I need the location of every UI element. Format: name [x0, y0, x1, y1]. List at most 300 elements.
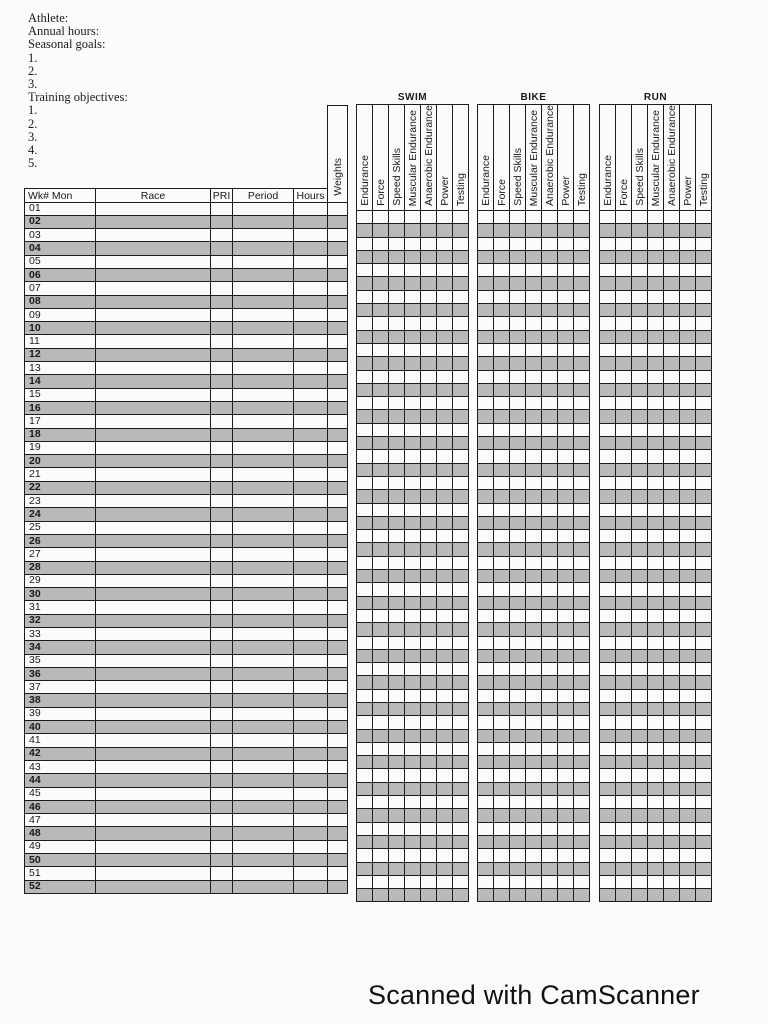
ability-check-cell[interactable] — [421, 370, 437, 383]
ability-check-cell[interactable] — [526, 503, 542, 516]
ability-check-cell[interactable] — [680, 476, 696, 489]
period-cell[interactable] — [233, 468, 294, 481]
weights-cell[interactable] — [328, 721, 348, 734]
hours-cell[interactable] — [294, 415, 328, 428]
ability-check-cell[interactable] — [696, 875, 712, 888]
ability-check-cell[interactable] — [558, 516, 574, 529]
ability-check-cell[interactable] — [526, 476, 542, 489]
race-cell[interactable] — [96, 734, 211, 747]
ability-check-cell[interactable] — [510, 822, 526, 835]
ability-check-cell[interactable] — [696, 437, 712, 450]
hours-cell[interactable] — [294, 362, 328, 375]
ability-check-cell[interactable] — [680, 250, 696, 263]
ability-check-cell[interactable] — [357, 782, 373, 795]
pri-cell[interactable] — [211, 787, 233, 800]
race-cell[interactable] — [96, 455, 211, 468]
ability-check-cell[interactable] — [510, 503, 526, 516]
ability-check-cell[interactable] — [510, 689, 526, 702]
ability-check-cell[interactable] — [453, 290, 469, 303]
ability-check-cell[interactable] — [574, 702, 590, 715]
ability-check-cell[interactable] — [648, 729, 664, 742]
period-cell[interactable] — [233, 415, 294, 428]
ability-check-cell[interactable] — [526, 663, 542, 676]
ability-check-cell[interactable] — [389, 796, 405, 809]
ability-check-cell[interactable] — [494, 663, 510, 676]
weights-cell[interactable] — [328, 588, 348, 601]
ability-check-cell[interactable] — [664, 623, 680, 636]
period-cell[interactable] — [233, 375, 294, 388]
ability-check-cell[interactable] — [373, 889, 389, 902]
ability-check-cell[interactable] — [696, 623, 712, 636]
ability-check-cell[interactable] — [405, 782, 421, 795]
ability-check-cell[interactable] — [696, 397, 712, 410]
ability-check-cell[interactable] — [478, 397, 494, 410]
ability-check-cell[interactable] — [373, 623, 389, 636]
ability-check-cell[interactable] — [405, 277, 421, 290]
ability-check-cell[interactable] — [664, 503, 680, 516]
ability-check-cell[interactable] — [478, 769, 494, 782]
pri-cell[interactable] — [211, 455, 233, 468]
period-cell[interactable] — [233, 308, 294, 321]
ability-check-cell[interactable] — [494, 211, 510, 224]
ability-check-cell[interactable] — [421, 689, 437, 702]
ability-check-cell[interactable] — [648, 290, 664, 303]
race-cell[interactable] — [96, 282, 211, 295]
ability-check-cell[interactable] — [542, 835, 558, 848]
ability-check-cell[interactable] — [574, 649, 590, 662]
period-cell[interactable] — [233, 867, 294, 880]
ability-check-cell[interactable] — [680, 782, 696, 795]
ability-check-cell[interactable] — [437, 317, 453, 330]
ability-check-cell[interactable] — [664, 317, 680, 330]
ability-check-cell[interactable] — [542, 689, 558, 702]
ability-check-cell[interactable] — [373, 437, 389, 450]
ability-check-cell[interactable] — [632, 370, 648, 383]
ability-check-cell[interactable] — [558, 782, 574, 795]
ability-check-cell[interactable] — [405, 729, 421, 742]
ability-check-cell[interactable] — [664, 729, 680, 742]
period-cell[interactable] — [233, 880, 294, 893]
ability-check-cell[interactable] — [510, 676, 526, 689]
ability-check-cell[interactable] — [600, 835, 616, 848]
ability-check-cell[interactable] — [405, 317, 421, 330]
ability-check-cell[interactable] — [421, 211, 437, 224]
ability-check-cell[interactable] — [600, 742, 616, 755]
ability-check-cell[interactable] — [453, 676, 469, 689]
ability-check-cell[interactable] — [437, 224, 453, 237]
ability-check-cell[interactable] — [437, 849, 453, 862]
ability-check-cell[interactable] — [510, 875, 526, 888]
period-cell[interactable] — [233, 282, 294, 295]
ability-check-cell[interactable] — [574, 596, 590, 609]
race-cell[interactable] — [96, 667, 211, 680]
ability-check-cell[interactable] — [405, 769, 421, 782]
period-cell[interactable] — [233, 508, 294, 521]
ability-check-cell[interactable] — [574, 742, 590, 755]
ability-check-cell[interactable] — [574, 663, 590, 676]
ability-check-cell[interactable] — [648, 875, 664, 888]
ability-check-cell[interactable] — [600, 437, 616, 450]
ability-check-cell[interactable] — [648, 609, 664, 622]
pri-cell[interactable] — [211, 588, 233, 601]
ability-check-cell[interactable] — [558, 250, 574, 263]
ability-check-cell[interactable] — [453, 570, 469, 583]
ability-check-cell[interactable] — [526, 729, 542, 742]
ability-check-cell[interactable] — [600, 343, 616, 356]
ability-check-cell[interactable] — [574, 237, 590, 250]
ability-check-cell[interactable] — [616, 277, 632, 290]
ability-check-cell[interactable] — [632, 490, 648, 503]
ability-check-cell[interactable] — [558, 623, 574, 636]
ability-check-cell[interactable] — [664, 370, 680, 383]
ability-check-cell[interactable] — [494, 782, 510, 795]
weights-cell[interactable] — [328, 295, 348, 308]
ability-check-cell[interactable] — [421, 609, 437, 622]
ability-check-cell[interactable] — [437, 277, 453, 290]
ability-check-cell[interactable] — [453, 862, 469, 875]
ability-check-cell[interactable] — [696, 383, 712, 396]
ability-check-cell[interactable] — [373, 250, 389, 263]
ability-check-cell[interactable] — [648, 809, 664, 822]
ability-check-cell[interactable] — [526, 570, 542, 583]
ability-check-cell[interactable] — [405, 211, 421, 224]
ability-check-cell[interactable] — [542, 649, 558, 662]
weights-cell[interactable] — [328, 854, 348, 867]
ability-check-cell[interactable] — [632, 290, 648, 303]
ability-check-cell[interactable] — [421, 742, 437, 755]
race-cell[interactable] — [96, 840, 211, 853]
ability-check-cell[interactable] — [357, 437, 373, 450]
ability-check-cell[interactable] — [600, 410, 616, 423]
ability-check-cell[interactable] — [421, 476, 437, 489]
period-cell[interactable] — [233, 362, 294, 375]
ability-check-cell[interactable] — [510, 450, 526, 463]
ability-check-cell[interactable] — [373, 397, 389, 410]
ability-check-cell[interactable] — [453, 410, 469, 423]
ability-check-cell[interactable] — [494, 756, 510, 769]
ability-check-cell[interactable] — [494, 437, 510, 450]
ability-check-cell[interactable] — [680, 397, 696, 410]
ability-check-cell[interactable] — [510, 729, 526, 742]
ability-check-cell[interactable] — [542, 849, 558, 862]
ability-check-cell[interactable] — [357, 676, 373, 689]
ability-check-cell[interactable] — [357, 490, 373, 503]
ability-check-cell[interactable] — [558, 330, 574, 343]
ability-check-cell[interactable] — [357, 530, 373, 543]
weights-cell[interactable] — [328, 774, 348, 787]
ability-check-cell[interactable] — [478, 304, 494, 317]
ability-check-cell[interactable] — [558, 463, 574, 476]
ability-check-cell[interactable] — [510, 397, 526, 410]
ability-check-cell[interactable] — [616, 237, 632, 250]
race-cell[interactable] — [96, 814, 211, 827]
hours-cell[interactable] — [294, 295, 328, 308]
ability-check-cell[interactable] — [616, 476, 632, 489]
ability-check-cell[interactable] — [389, 277, 405, 290]
ability-check-cell[interactable] — [616, 663, 632, 676]
ability-check-cell[interactable] — [405, 796, 421, 809]
ability-check-cell[interactable] — [680, 450, 696, 463]
period-cell[interactable] — [233, 401, 294, 414]
ability-check-cell[interactable] — [648, 889, 664, 902]
ability-check-cell[interactable] — [510, 796, 526, 809]
ability-check-cell[interactable] — [680, 689, 696, 702]
ability-check-cell[interactable] — [664, 636, 680, 649]
ability-check-cell[interactable] — [405, 543, 421, 556]
ability-check-cell[interactable] — [648, 397, 664, 410]
ability-check-cell[interactable] — [696, 264, 712, 277]
race-cell[interactable] — [96, 202, 211, 215]
ability-check-cell[interactable] — [510, 343, 526, 356]
ability-check-cell[interactable] — [558, 649, 574, 662]
ability-check-cell[interactable] — [526, 649, 542, 662]
ability-check-cell[interactable] — [648, 224, 664, 237]
pri-cell[interactable] — [211, 734, 233, 747]
ability-check-cell[interactable] — [478, 237, 494, 250]
ability-check-cell[interactable] — [437, 211, 453, 224]
ability-check-cell[interactable] — [510, 516, 526, 529]
weights-cell[interactable] — [328, 322, 348, 335]
ability-check-cell[interactable] — [405, 689, 421, 702]
race-cell[interactable] — [96, 415, 211, 428]
ability-check-cell[interactable] — [542, 530, 558, 543]
ability-check-cell[interactable] — [542, 211, 558, 224]
ability-check-cell[interactable] — [373, 317, 389, 330]
ability-check-cell[interactable] — [680, 330, 696, 343]
hours-cell[interactable] — [294, 401, 328, 414]
pri-cell[interactable] — [211, 362, 233, 375]
ability-check-cell[interactable] — [632, 756, 648, 769]
ability-check-cell[interactable] — [600, 623, 616, 636]
ability-check-cell[interactable] — [542, 875, 558, 888]
ability-check-cell[interactable] — [478, 490, 494, 503]
ability-check-cell[interactable] — [680, 410, 696, 423]
ability-check-cell[interactable] — [574, 357, 590, 370]
ability-check-cell[interactable] — [453, 397, 469, 410]
ability-check-cell[interactable] — [494, 397, 510, 410]
pri-cell[interactable] — [211, 614, 233, 627]
ability-check-cell[interactable] — [696, 716, 712, 729]
ability-check-cell[interactable] — [632, 862, 648, 875]
ability-check-cell[interactable] — [510, 835, 526, 848]
ability-check-cell[interactable] — [437, 729, 453, 742]
ability-check-cell[interactable] — [542, 250, 558, 263]
ability-check-cell[interactable] — [664, 224, 680, 237]
ability-check-cell[interactable] — [696, 609, 712, 622]
weights-cell[interactable] — [328, 282, 348, 295]
ability-check-cell[interactable] — [421, 809, 437, 822]
ability-check-cell[interactable] — [542, 490, 558, 503]
period-cell[interactable] — [233, 335, 294, 348]
ability-check-cell[interactable] — [574, 835, 590, 848]
race-cell[interactable] — [96, 614, 211, 627]
ability-check-cell[interactable] — [616, 250, 632, 263]
ability-check-cell[interactable] — [600, 556, 616, 569]
ability-check-cell[interactable] — [600, 516, 616, 529]
race-cell[interactable] — [96, 721, 211, 734]
weights-cell[interactable] — [328, 335, 348, 348]
ability-check-cell[interactable] — [421, 250, 437, 263]
ability-check-cell[interactable] — [389, 623, 405, 636]
ability-check-cell[interactable] — [357, 849, 373, 862]
ability-check-cell[interactable] — [574, 290, 590, 303]
ability-check-cell[interactable] — [437, 889, 453, 902]
ability-check-cell[interactable] — [696, 211, 712, 224]
ability-check-cell[interactable] — [478, 556, 494, 569]
ability-check-cell[interactable] — [616, 570, 632, 583]
ability-check-cell[interactable] — [494, 556, 510, 569]
ability-check-cell[interactable] — [696, 570, 712, 583]
ability-check-cell[interactable] — [558, 357, 574, 370]
ability-check-cell[interactable] — [616, 383, 632, 396]
race-cell[interactable] — [96, 215, 211, 228]
ability-check-cell[interactable] — [405, 423, 421, 436]
ability-check-cell[interactable] — [680, 849, 696, 862]
ability-check-cell[interactable] — [357, 264, 373, 277]
race-cell[interactable] — [96, 375, 211, 388]
ability-check-cell[interactable] — [616, 490, 632, 503]
period-cell[interactable] — [233, 667, 294, 680]
ability-check-cell[interactable] — [373, 782, 389, 795]
ability-check-cell[interactable] — [542, 437, 558, 450]
race-cell[interactable] — [96, 295, 211, 308]
ability-check-cell[interactable] — [648, 383, 664, 396]
ability-check-cell[interactable] — [510, 809, 526, 822]
period-cell[interactable] — [233, 707, 294, 720]
ability-check-cell[interactable] — [453, 796, 469, 809]
weights-cell[interactable] — [328, 827, 348, 840]
ability-check-cell[interactable] — [421, 450, 437, 463]
ability-check-cell[interactable] — [478, 570, 494, 583]
ability-check-cell[interactable] — [453, 543, 469, 556]
ability-check-cell[interactable] — [478, 729, 494, 742]
race-cell[interactable] — [96, 229, 211, 242]
ability-check-cell[interactable] — [696, 862, 712, 875]
ability-check-cell[interactable] — [648, 862, 664, 875]
ability-check-cell[interactable] — [526, 463, 542, 476]
ability-check-cell[interactable] — [389, 756, 405, 769]
ability-check-cell[interactable] — [510, 490, 526, 503]
hours-cell[interactable] — [294, 242, 328, 255]
ability-check-cell[interactable] — [389, 490, 405, 503]
ability-check-cell[interactable] — [600, 423, 616, 436]
weights-cell[interactable] — [328, 614, 348, 627]
ability-check-cell[interactable] — [389, 782, 405, 795]
ability-check-cell[interactable] — [478, 849, 494, 862]
ability-check-cell[interactable] — [664, 211, 680, 224]
ability-check-cell[interactable] — [373, 543, 389, 556]
ability-check-cell[interactable] — [696, 769, 712, 782]
ability-check-cell[interactable] — [494, 277, 510, 290]
ability-check-cell[interactable] — [526, 317, 542, 330]
ability-check-cell[interactable] — [357, 609, 373, 622]
ability-check-cell[interactable] — [373, 729, 389, 742]
ability-check-cell[interactable] — [510, 849, 526, 862]
ability-check-cell[interactable] — [494, 317, 510, 330]
ability-check-cell[interactable] — [648, 782, 664, 795]
ability-check-cell[interactable] — [421, 835, 437, 848]
ability-check-cell[interactable] — [478, 596, 494, 609]
ability-check-cell[interactable] — [357, 277, 373, 290]
ability-check-cell[interactable] — [696, 370, 712, 383]
ability-check-cell[interactable] — [405, 756, 421, 769]
ability-check-cell[interactable] — [648, 463, 664, 476]
weights-cell[interactable] — [328, 348, 348, 361]
ability-check-cell[interactable] — [558, 410, 574, 423]
ability-check-cell[interactable] — [389, 304, 405, 317]
ability-check-cell[interactable] — [664, 410, 680, 423]
pri-cell[interactable] — [211, 721, 233, 734]
pri-cell[interactable] — [211, 760, 233, 773]
ability-check-cell[interactable] — [405, 224, 421, 237]
period-cell[interactable] — [233, 601, 294, 614]
ability-check-cell[interactable] — [558, 264, 574, 277]
ability-check-cell[interactable] — [494, 543, 510, 556]
ability-check-cell[interactable] — [664, 649, 680, 662]
ability-check-cell[interactable] — [616, 423, 632, 436]
ability-check-cell[interactable] — [616, 370, 632, 383]
ability-check-cell[interactable] — [526, 756, 542, 769]
ability-check-cell[interactable] — [558, 716, 574, 729]
pri-cell[interactable] — [211, 747, 233, 760]
race-cell[interactable] — [96, 760, 211, 773]
race-cell[interactable] — [96, 628, 211, 641]
pri-cell[interactable] — [211, 255, 233, 268]
ability-check-cell[interactable] — [494, 423, 510, 436]
ability-check-cell[interactable] — [421, 237, 437, 250]
hours-cell[interactable] — [294, 880, 328, 893]
ability-check-cell[interactable] — [648, 437, 664, 450]
race-cell[interactable] — [96, 348, 211, 361]
ability-check-cell[interactable] — [600, 264, 616, 277]
ability-check-cell[interactable] — [478, 530, 494, 543]
ability-check-cell[interactable] — [494, 237, 510, 250]
ability-check-cell[interactable] — [405, 437, 421, 450]
ability-check-cell[interactable] — [696, 450, 712, 463]
ability-check-cell[interactable] — [648, 583, 664, 596]
ability-check-cell[interactable] — [574, 583, 590, 596]
hours-cell[interactable] — [294, 428, 328, 441]
ability-check-cell[interactable] — [478, 450, 494, 463]
period-cell[interactable] — [233, 774, 294, 787]
ability-check-cell[interactable] — [373, 689, 389, 702]
ability-check-cell[interactable] — [494, 463, 510, 476]
race-cell[interactable] — [96, 827, 211, 840]
ability-check-cell[interactable] — [373, 556, 389, 569]
ability-check-cell[interactable] — [696, 756, 712, 769]
weights-cell[interactable] — [328, 495, 348, 508]
weights-cell[interactable] — [328, 747, 348, 760]
ability-check-cell[interactable] — [648, 530, 664, 543]
ability-check-cell[interactable] — [664, 264, 680, 277]
ability-check-cell[interactable] — [453, 224, 469, 237]
pri-cell[interactable] — [211, 800, 233, 813]
ability-check-cell[interactable] — [494, 490, 510, 503]
ability-check-cell[interactable] — [494, 649, 510, 662]
ability-check-cell[interactable] — [437, 543, 453, 556]
ability-check-cell[interactable] — [664, 397, 680, 410]
weights-cell[interactable] — [328, 574, 348, 587]
ability-check-cell[interactable] — [478, 317, 494, 330]
ability-check-cell[interactable] — [680, 437, 696, 450]
ability-check-cell[interactable] — [648, 423, 664, 436]
ability-check-cell[interactable] — [542, 330, 558, 343]
ability-check-cell[interactable] — [453, 450, 469, 463]
ability-check-cell[interactable] — [542, 410, 558, 423]
ability-check-cell[interactable] — [373, 370, 389, 383]
ability-check-cell[interactable] — [558, 304, 574, 317]
ability-check-cell[interactable] — [574, 756, 590, 769]
